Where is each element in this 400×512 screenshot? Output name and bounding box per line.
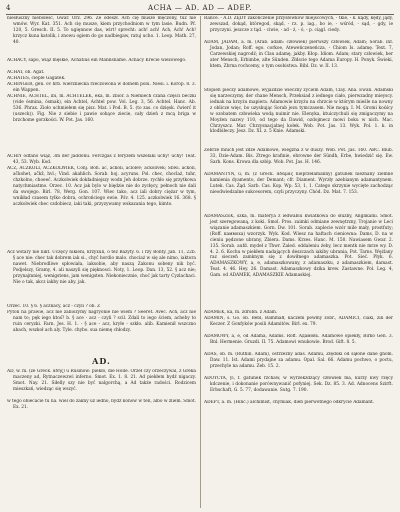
page-header — [6, 3, 394, 13]
entry-paragraph: ADAM, JADAM, a. m. (Arab. adam: człowiek) pierwszy człowiek, Adam; Sorab. inf. Jodan, Jodan; Roff. ego. corkoe, Ateweńczeneńcza, - Chiom Is. adamę. Text. 7, Carzewskiej nagrodź; in Clau adamę, jakby. Kłop. Idiom. Adam; stary człowiek, ber ater Mensch, Erbimbe, alte Sünden. Złdscie tego Adama Europy. H. Ponyk. Świeki, ktem, Zbrna rochcemy, o tym osobistwa. Bibl. Dz. w. II. 13. — [204, 40, 393, 69]
entry-paragraph: ACHATES, cieple Gagatek. — [7, 76, 66, 81]
entry-paragraph: Orzec. 10. § 6. § acznacy, acz - czyli ? ob. Z — [7, 304, 101, 309]
entry-paragraph: AD, w. m. (ze Greck. ἄδης) u Rusinów: piekło, die Hölle. Orzeł czy orzeczywal, z Greka maczeny ad, Rytnaczewzwi inferno. Smot. Ex. 1. 8. 21. Ad piekłem bydź nigaczy. Smot. Nay. 21. Siłelly szy nie być nalgorchą, a Ad także radości. Rodzicem mieszkań, wiedząc się wszyć. — [7, 369, 196, 392]
left-column — [7, 16, 196, 508]
entry-paragraph: ACHNIE, ACHTEL, ibi, m. ACHTELEK, eka, m. zbior. a Niemiech czana części beczki (vide ósmina, ósmak), ein Achtel, Achtel pow. Vol. Leg. 3, 56. Achtel. Hanc. Ab. 536. Phrax. Zioło uchmiełem się pisz. Mat. i Pod. B. 5. (to zas. co dzięsk. ćwierć it (uszeck)). Fig. Nie z siebie i pawie sobące ziecie, cały dzień z mcą briga w brzchome gorzkości. W. Pot. Jas. 160. — [7, 94, 196, 123]
column-divider — [200, 16, 201, 508]
entry-paragraph: Pyton na prawie, acz nie zabiożymy nagryonie nie wiem ? Seeret. Avec. Ach, acz nie nam to; pęk iego ktoś? b. § ace - acz - czyli ? scil. Zdali to iego ściem, acheby to ruin ceryzki. Farn. Jes. H. 1. - § ace - acz, kryłe - szkło. alib. Kamienił wszczno abach, wszkoł ach aly. Tyle. chybo. sua niemę chłodzy. — [7, 310, 196, 333]
entry-paragraph: ACZ, ACZKOLI, ACZKOLWIEK, Conj. Boh. aċ, ačkoli, ačlolev; ačkolivěk; Sbwi. ačkoli, ačkohet, ačkž, hvl.; Vind. akahlich. Sorab. hoj. acyruns. Pol. chec, choclaż, tuhr, chzkolno, choeeć. Aczkolwiek dokładniejszy wodn Jeh dobrze. rychło się przytkowa natychmiastmo. Orzec. 10. Acz jak bylo w biędzie nie do zycłęcy, pełnoch nie dali da swojego. Birl. 78, Werg. Gon. 107. Wiec tako, acz iali dobry ciężar w tym, wnikład czasem tylko dobra, ochrońciego ewie. Pśv. 4. 125. aczkolwiek 16. 368. § aczkolwiek chec czdobiecz, iaki taki, przyzywamy wskazania tego, kimto. — [7, 166, 196, 207]
entry-paragraph: Rance. - A.D. ŻĘDY zakończenie przysłówków miejscowych, - tkie, - k. kądy, kędy, jądy, zewszad, dokąd, któregod, skąd, - rz. p. iag., bo ie, - wśród, - sąd, - gdy, ie przyczyni. jeszcze z tąd. - ciwie, - ad - ż, - ó, - p. ciągl. ciedy. — [204, 16, 393, 33]
entry-paragraph: ADAMASZEK, szka, m. materya z iedwabiu kwiatkowa do służby, Anglikami. Smot. jest szeregowaną, z koki. Smol. Pros. zaimki odmiane zewnętrzny, Trojanie w Leci wiązanie adamaszkiem. Gorn. Dw. 101. Sorab. zaplecie wzór mile mały, prostfuty; (Roff. каммоха) wzorzyk. Wyk. Kod. Wiesz na haftach cieniowna: Dams, D. na w cieniu pędzone ubrany, Zbiera. Dams. Krzes. Hanc. M. 150. Nawiasem Gwar. 2. 135. Sorab. aufd. mydeł z Thwr. Zaled. oddaleniu żeby, lecz mentk nie mrze wy. D. 4. 2. 6. Kochu w piekłem nadających deszczach iakiby ubrania, Pot. Tarns. Wężlany raz sieczeń zamknym się z dowiłnego adamaszka. Pot. Sieć. Płyk. 6. ADAMASZKOWY, a, e, adamaszkowany, z adamaszku, z adamaszkiem, damast. Teat. 4. 46. Hey. 26. Damast. Adamaszkowy dzika krew. Zastawne. Pol. Leg. 4, Gam. od ADAMEK, ADAMASZKIE Adamaskiej. — [204, 214, 393, 279]
entry-paragraph: niesłuszny niebolesc, Gwar. Orz. 296. Że odeszł. Ach cię musze męczony, tuż nie wmów. Wyr. Kat. 351. Ach cię musze, kiem przychodniom w tym lasie. Budn. Pf. 120, 5. Gresch. II. 5. To ugięnnow das, wirt! sprecht: ach! ach! Ach, Ach! Ach! krzycz kuna katolik, i znowu ogiem do go nadbiegaw, ratuj ucho. 1. Leop. Math. 27, 40. — [7, 16, 196, 45]
entry-paragraph: ADAMIŃ, s. Go. ob. Bebl, Bammałł, kaczem pewmy zobr., ADAMICI, ciaki, zin der Keczer. Z Gonfyków posili Adamitów. Birl. ex. 79. — [204, 316, 393, 327]
entry-paragraph: ADOYCYA, yi, f. gatunek rzchaw, w wyrzekzdzący człowiek ma, kurzy kwy rzęcy kdczenie, i dokonanie porównywanić pofyniej. Sek. Dz. 85. 3. Ad. Adnocens Szirft. Erbschaft, G. 5. 77, dodawanie. Sutg. 7. 190. — [204, 376, 393, 393]
entry-paragraph: Acz wstary nie nikt. Uczęcy nikieni, krzyxuli, o też Bazyty. 6. i rzy Bonty. Jab. 11, 22b. § ace nie: chec tak dobrem iak si., chyć hordio malo. chociaż w się ale nimo, iaktora nawet. Niebrodliwe spłowiała, iaksobie, aby naszą Zakonu sobeny nik być. Podjelszy, Gramy, 4. ali naszyli się pięknosci. Noty, 1. Leop. Dan. 13, 52. § acz nie; przynajmniej, wenigstens, jam wenigsten. Niekoniecznie, choć jak tarty Cyzlachaci. Nie o tak, akcz iakby nie aby. jak. — [7, 250, 196, 285]
entry-paragraph: ACHAT, ob. Agat. — [7, 70, 45, 75]
section-heading-ad: AD. — [92, 356, 111, 366]
entry-paragraph: ADEPT, a. m. (Hinc.) alchimist, chymiak, dieb pierwotnego odkrycie Adamant. — [204, 400, 375, 405]
page-number: 4 — [6, 4, 11, 12]
entry-paragraph: ADAS, ob. m. (Ruthin. Adam), ostrzeżny adas. Adamu, Złędoki od sąłone dane gnom. Daw. 11. Ist. Adami prydajne za adamu. Opal. Sal. 66. Adamu pochwo, o poctu, przechyle na adamu. Zeb. 15. 2. — [204, 352, 393, 369]
running-head: ACHA — AD. AD — ADEP. — [148, 4, 252, 12]
right-column — [204, 16, 393, 508]
entry-paragraph: Stopień pieczy adamowe, wyjazdzie wieczny życiem Adam, Clay. Ana. Ewan. Adamski się narzeczymy. der chane Mensch, Przeksiad z iednego ciało, pierwzadny mieyscy. iednak na krzyżu mapiera. Adamowie krzyżu na chrzcie w którym mieśle na nowny z oblicze więc, bo uzyskując Sorab jezu tymczasem. Nie mogą. I. M. Gromi kośścy w ozobatem człowieka wodą nuimir nie. Elenyka, ktuiczychuli się zmigaczymy na Moyźen nazwy 110, od tego da Dawid, ozdojmecz mowi boku w nich. Mac. Chrzyszcz. Mar. Chrzysnacjalnej kołek. Wob. Pot. Jas. 13. Wyk. Pol. 1. k. in klodbiłeczy. Jesz. Dz. XI. z. 5 Knie. Adamski. — [204, 88, 393, 135]
entry-paragraph: ACHIY odfano wiąż, 3m der Jaddonu. Ferczgas z feryzem wszelaki uchy! uchy! Teat. 43, 53. Wyb. Kod. — [7, 154, 196, 165]
entry-paragraph: ACHINGER, gen. ov hrb. wierzniecka rzeczowona w dolnem polu. Niesi. i. Korop. 8. 3. ein Wappen. — [7, 82, 196, 93]
entry-paragraph: ADAMOWY, a, e, od Adama, Adams. Roff. Адамовъ. Adamowe opiekły, Birko Gen. 3. Bnl. Hermenie. Gruzdi. II. 75. Adamowi wnukowie. Brod. Gift. 8. 5. — [204, 334, 393, 345]
header-rule — [6, 14, 394, 15]
entry-paragraph: ADAMANTYN, u, m. (z Greck. ἀδάμας nieprzełamanny) gatunek nieznany ziemne kamienia dyamento, der Demant; cfr. Diament. Wyrzły azebianym adamantynem. Lutek. Cas. Żąd. Sarb. Cas. Kop. Wp. 53, 1, 1. Catego skrzynie wycięte zachodząc nieodwiedzalne sukcesorem, czyli przyczyny. Chód. Dz. Mat. 7. 153. — [204, 172, 393, 195]
entry-paragraph: ACHACY, sapo, wiąz męskie, Achatius ein Mannsname. Achacy Krecie wiezowego. — [7, 58, 187, 63]
entry-paragraph: Zebrze mnich jest żdźe Adamowe, wiegzna z w duszy. Wob. Pot. Jas. 160. ABC. Blub. 33, Dzie-Adam. Bis. Ztrego krafinie, ehrowne der Sündh, Erbe, hwiedzić się. Ew. Sarb. Kons. Krowa dla szłóp. Wob. Pot. Jas. H. 146. — [204, 148, 393, 165]
entry-paragraph: w tego obiecacie tu na. wiel do zakny uż iedno, bydź konow w ten, albo w zliem. Smot. Ex. 21. — [7, 399, 196, 410]
entry-paragraph: ADAMEK, ka, m. zdrobn. z Adam. — [204, 310, 278, 315]
